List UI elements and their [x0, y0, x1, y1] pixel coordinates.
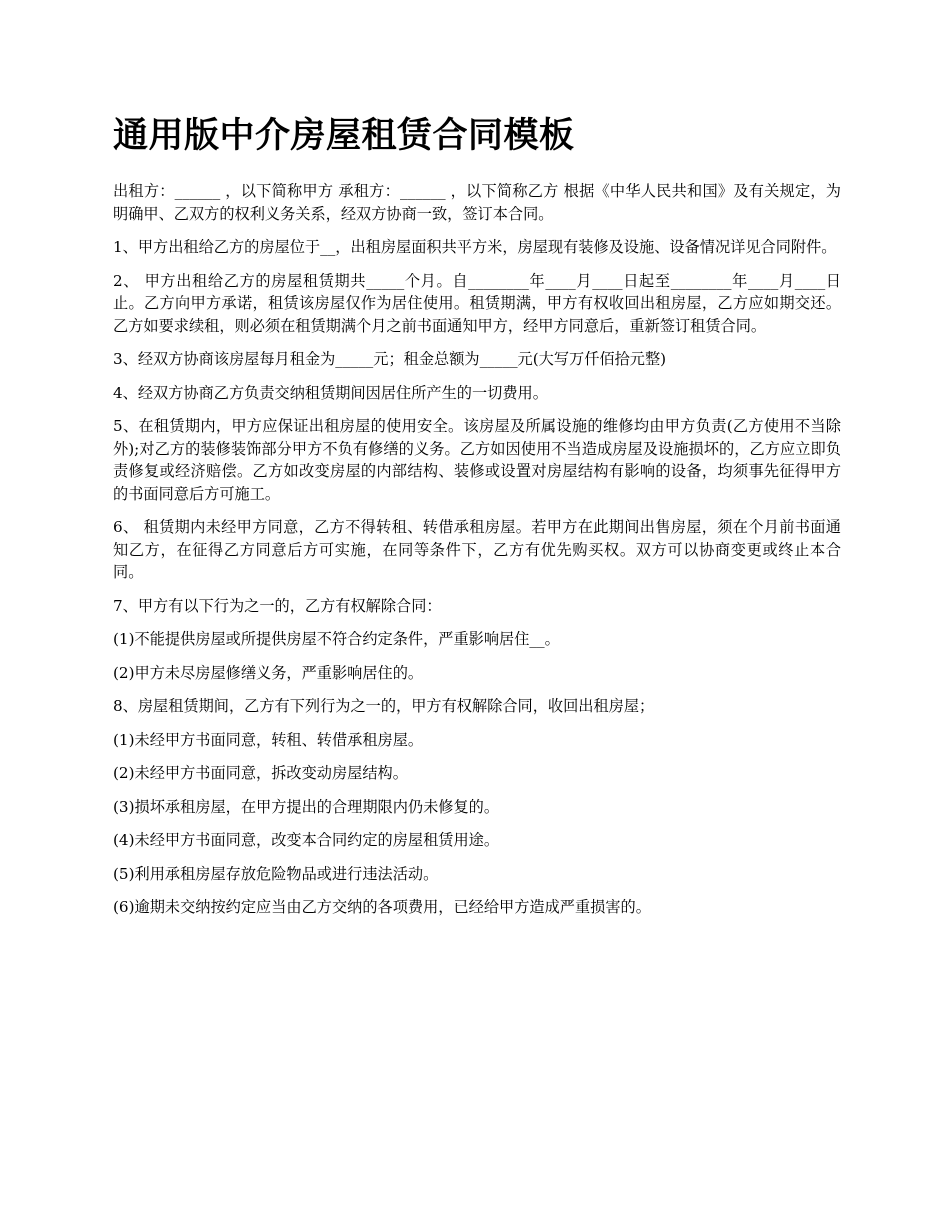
document-title: 通用版中介房屋租赁合同模板 — [113, 116, 575, 156]
paragraph-clause-5: 5、在租赁期内，甲方应保证出租房屋的使用安全。该房屋及所属设施的维修均由甲方负责(乙方使用不当除外);对乙方的装修装饰部分甲方不负有修缮的义务。乙方如因使用不当造成房屋及设施损坏的，乙方应立即负责修复或经济赔偿。乙方如改变房屋的内部结构、装修或设置对房屋结构有影响的设备，均须事先征得甲方的书面同意后方可施工。 — [113, 417, 841, 503]
paragraph-clause-1: 1、甲方出租给乙方的房屋位于__，出租房屋面积共平方米，房屋现有装修及设施、设备情况详见合同附件。 — [113, 238, 837, 256]
paragraph-clause-8-item-3: (3)损坏承租房屋，在甲方提出的合理期限内仍未修复的。 — [113, 797, 500, 816]
paragraph-clause-8-item-4: (4)未经甲方书面同意，改变本合同约定的房屋租赁用途。 — [113, 831, 500, 849]
paragraph-clause-2: 2、 甲方出租给乙方的房屋租赁期共_____个月。自________年____月____日起至________年____月____日止。乙方向甲方承诺，租赁该房屋仅作为居住使用。租赁期满，甲方有权收回出租房屋，乙方应如期交还。乙方如要求续租，则必须在租赁期满个月之前书面通知甲方，经甲方同意后，重新签订租赁合同。 — [113, 271, 841, 335]
paragraph-clause-8-item-2: (2)未经甲方书面同意，拆改变动房屋结构。 — [113, 764, 408, 782]
paragraph-clause-8-item-5: (5)利用承租房屋存放危险物品或进行违法活动。 — [113, 864, 439, 883]
paragraph-clause-8: 8、房屋租赁期间，乙方有下列行为之一的，甲方有权解除合同，收回出租房屋； — [113, 697, 655, 715]
paragraph-clause-7: 7、甲方有以下行为之一的，乙方有权解除合同： — [113, 596, 442, 615]
paragraph-clause-7-item-1: (1)不能提供房屋或所提供房屋不符合约定条件，严重影响居住__。 — [113, 630, 560, 648]
paragraph-intro: 出租方：______ ，以下简称甲方 承租方：______ ，以下简称乙方 根据《中华人民共和国》及有关规定，为明确甲、乙双方的权利义务关系，经双方协商一致，签订本合同。 — [113, 182, 841, 223]
paragraph-clause-6: 6、 租赁期内未经甲方同意，乙方不得转租、转借承租房屋。若甲方在此期间出售房屋，须在个月前书面通知乙方，在征得乙方同意后方可实施，在同等条件下，乙方有优先购买权。双方可以协商变更或终止本合同。 — [113, 518, 841, 581]
paragraph-clause-4: 4、经双方协商乙方负责交纳租赁期间因居住所产生的一切费用。 — [113, 383, 548, 402]
paragraph-clause-7-item-2: (2)甲方未尽房屋修缮义务，严重影响居住的。 — [113, 663, 424, 682]
paragraph-clause-3: 3、经双方协商该房屋每月租金为_____元；租金总额为_____元(大写万仟佰拾元整) — [113, 350, 667, 368]
paragraph-clause-8-item-6: (6)逾期未交纳按约定应当由乙方交纳的各项费用，已经给甲方造成严重损害的。 — [113, 898, 651, 916]
paragraph-clause-8-item-1: (1)未经甲方书面同意，转租、转借承租房屋。 — [113, 730, 424, 749]
document-body — [113, 180, 841, 930]
